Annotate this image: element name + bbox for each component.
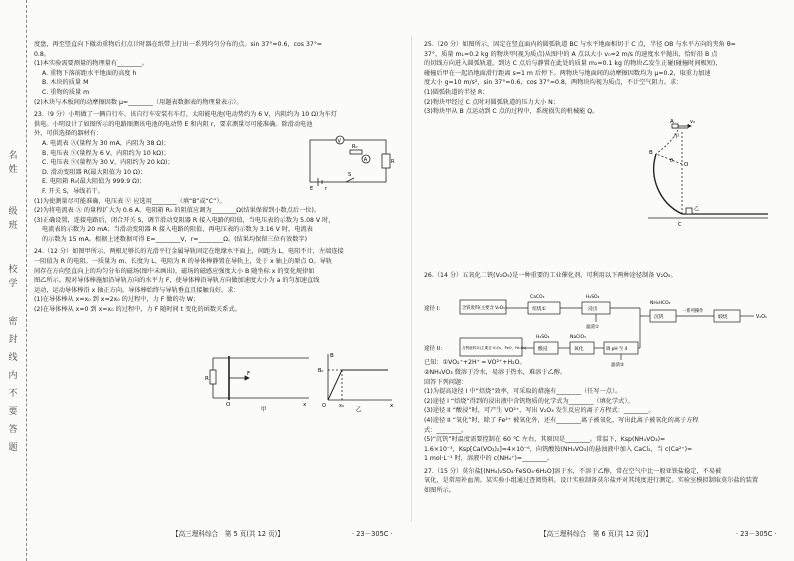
flow-label: 滤渣① [586,325,600,330]
figure-label: B [649,150,653,156]
flow-label: 含钒废料(主要含 V₂O₅) [462,306,507,311]
resistor-box-symbol [350,150,362,154]
figure-label: O [684,162,689,168]
text-line: (2)在导体棒从 x=0 到 x=x₀ 的过程中，力 F 随时间 t 变化的函数关系式。 [34,306,241,314]
axis-label: x₀ [339,403,344,409]
text-line: 25.（20 分）如图所示，固定在竖直面内的圆弧轨道 BC 与水平地面相切于 C 点，半径 OB 与水平方向的夹角 θ= [424,41,736,48]
text-line: 图乙所示。现对导体棒施加沿导轨方向的水平力 F，使导体棒沿导轨方向做加速度大小为 a 的匀加速直线 [34,277,320,285]
figure-label: O [226,402,231,408]
figure-label: R [205,376,209,382]
flow-label: H₂SO₄ [586,295,600,300]
binding-label: 校 [8,265,18,275]
flow-label: NaClO₃ [570,335,586,340]
text-line: 一阻值为 R 的电阻。一质量为 m、长度为 L、电阻为 R 的导体棒静置在导轨上，处于 x 轴上的原点 O。导轨 [34,258,332,266]
circuit-label: E [310,186,314,192]
option-line: E. 电阻箱 R₀(最大阻值为 999.9 Ω)； [42,178,146,186]
text-line: (1)为提高途径 I 中“焙烧”效率，可采取的措施有________（任写一点）。 [424,388,622,396]
flow-label: CaCO₃ [530,295,545,300]
flow-label: V₂O₅ [756,315,767,320]
circuit-label: r [325,186,328,192]
question-25 [424,40,784,117]
text-line: (1)在导体棒从 x=x₀ 到 x=2x₀ 的过程中，力 F 做的功 W； [34,296,200,304]
text-line: (2)木块与木板间的动摩擦因数 μ=________（用题表数据表的物理量表示）。 [34,98,243,106]
text-line: (2)为将电流表 Ⓐ 的量程扩大为 0.6 A，电阻箱 R₀ 的阻值应调为________Ω(结果保留到小数点后一位)。 [34,207,321,215]
flow-label: 滤渣② [611,363,625,368]
flow-label: 含钒废料②(主要含 V₂O₃、FeO、Fe₂O₃) [462,346,527,350]
question-24 [34,247,398,314]
text-line: 24.（12 分）如图甲所示，两根足够长的光滑平行金属导轨固定在绝缘水平面上，间距为 L，电阻不计，左端连接 [34,248,344,256]
option-line: B. 木块的质量 M [42,79,89,87]
flow-label: 一系列操作 [682,309,704,314]
binding-label: 级 [8,207,18,217]
left-footer-title: 【高三理科综合 第 5 页(共 12 页)】 [172,530,284,538]
flow-label: 沉钒 [654,315,664,320]
circuit-label: A [363,157,368,164]
q24-figure-b [318,350,398,412]
text-line: (3)物块甲从 B 点运动到 C 点的过程中，系统损失的机械能 Q。 [424,108,599,116]
binding-label: 姓 [8,165,18,175]
option-line: C. 电压表 Ⓥ(量程为 30 V，内阻约为 20 kΩ)； [42,159,174,167]
text-line: (3)途径 II “酸浸”时，可产生 VO²⁺，写出 V₂O₃ 发生反应的离子方程式：________。 [424,407,655,415]
option-line: C. 重物的质量 m [42,88,90,96]
flow-label: 焙烧① [532,307,546,312]
figure-label: C [678,222,682,228]
figure-caption: 甲 [261,407,267,412]
flow-route-label: 途径 I： [424,306,444,312]
text-line: 式：________。 [424,426,468,434]
binding-notice: 封 [8,335,18,345]
option-line: A. 电流表 Ⓐ(量程为 30 mA，内阻为 38 Ω)； [42,139,170,147]
flow-label: 浸出 [588,307,598,312]
text-line: ②NH₄VO₃ 微溶于冷水，易溶于热水，难溶于乙醇。 [424,368,567,376]
binding-notice: 题 [8,443,18,453]
flow-label: 酸浸 [538,347,548,352]
flow-label: H₂SO₄ [536,335,550,340]
figure-label: 甲 [674,134,680,140]
text-line: 1 mol·L⁻¹ 时，溶液中的 c(NH₄⁺)=________。 [424,455,554,463]
text-line: (1)圆弧轨道的半径 R； [424,88,489,96]
text-line: 已知：①VO₂⁺+2H⁺ ═ VO²⁺+H₂O。 [424,359,526,367]
figure-label: θ [670,158,674,164]
figure-caption: 乙 [356,407,362,412]
q25-track-figure [628,118,776,230]
text-line: (1)本实验需要测量的物理量有________。 [34,60,148,68]
option-line: A. 重物下落前距水平地面的高度 h [42,69,137,77]
right-footer-title: 【高三理科综合 第 6 页(共 12 页)】 [540,530,652,538]
option-line: B. 电压表 Ⓥ(量程为 6 V，内阻约为 10 kΩ)； [42,149,170,157]
text-line: 的示数为 15 mA。根据上述数据可得 E=________V，r=________Ω。(结果均保留三位有效数字) [42,235,308,243]
text-line: 度盘，再至竖直向下撤动重物后打点计时器在纸带上打出一系列均匀分布的点。sin 37°=0.6，cos 37°= [34,41,323,48]
text-line: 1.6×10⁻³，Ksp[Ca(VO₃)₂]=4×10⁻⁶，向钒酸铵(NH₄VO₃)的悬浊液中加入 CaCl₂，当 c(Ca²⁺)= [424,445,693,453]
binding-notice: 不 [8,389,18,399]
text-line: 电流表的示数为 20 mA；当滑动变阻器 R 接入电路的阻值，再电压表的示数为 3.16 V 时，电流表 [42,226,313,234]
binding-notice: 要 [8,407,18,417]
text-line: 运动，运动导体棒沿 x 轴正方向。导体棒始终与导轨垂直且接触良好。求： [34,286,240,294]
axis-label: O [322,403,326,409]
switch-symbol [346,178,354,182]
rheostat-symbol [382,154,390,168]
circuit-label: R [391,159,395,165]
text-line: 23.（9 分）小明做了一辆自行车，该自行车安装有车灯，太阳能电池(电动势约为 6 V，内阻约为 10 Ω)为车灯 [34,111,337,119]
q26-process-flowchart [424,290,784,368]
figure-label: F [247,371,251,377]
circuit-label: V [337,138,341,145]
binding-label: 学 [8,279,18,289]
right-page [424,40,784,496]
q23-circuit-diagram [300,132,396,192]
binding-label: 名 [8,151,18,161]
axis-label: x [390,403,394,409]
figure-label: 乙 [694,206,700,212]
text-line: (1)为使测量尽可能准确，电压表 Ⓥ 应选用________（填“B”或“C”）。 [34,197,226,205]
text-line: 供电。小明设计了如图所示的电路图测该电池的电动势 E 和内阻 r，要求测量尽可能准确。除滑动电池 [34,120,313,128]
page-divider [411,36,412,522]
option-line: D. 滑动变阻器 R(最大阻值为 10 Ω)； [42,168,147,176]
circuit-label: S [348,172,352,178]
text-line: (4)途径 II “氧化”时，除了 Fe²⁺ 被氧化外，还有________离子被氧化，写出此离子被氧化的离子方程 [424,416,699,424]
text-line: 的切线方向进入圆弧轨道，到达 C 点后与静置在此处的质量 m₂=0.1 kg 的物块乙发生正碰(碰撞时间极短)， [424,60,722,68]
text-line: 27.（15 分）莫尔盐[(NH₄)₂SO₄·FeSO₄·6H₂O]溶于水，不溶于乙醇，常在空气中比一般亚铁盐稳定，不易被 [424,467,722,475]
flow-label: NH₄HCO₃ [650,301,671,306]
text-line: 度大小 g=10 m/s²，sin 37°=0.6，cos 37°=0.8，两物块均视为质点，不计空气阻力。求： [424,79,683,87]
option-line: F. 开关 S，导线若干。 [42,187,104,195]
binding-notice: 答 [8,425,18,435]
binding-notice: 内 [8,371,18,381]
text-line: 外，可供选择的器材有： [34,130,103,138]
question-27 [424,467,784,496]
text-line: 氧化，是常用补血剂。某实验小组通过查阅资料，设计实验制备莫尔盐并对其纯度进行测定。实验室模拟制取莫尔盐的装置 [424,477,759,485]
circuit-label: R₀ [352,144,358,150]
text-line: (3)正确设置，连接电路后，闭合开关 S，调节滑动变阻器 R 接入电路的阻值，当电压表的示数为 5.08 V 时， [34,216,335,224]
text-line: (5)“沉钒”时温度需要控制在 60 ℃ 左右，其原因是________。常温下，Ksp(NH₄VO₃)= [424,436,666,444]
text-line: (2)途径 I “焙烧”得到的浸出液中含钒物质的化学式为________（填化学式）。 [424,397,634,405]
binding-margin [0,0,27,561]
binding-notice: 线 [8,353,18,363]
q24-figure-a [205,350,315,412]
flow-label: 煅烧 [718,315,728,320]
text-line: 回答下列问题： [424,378,468,386]
binding-notice: 密 [8,317,18,327]
figure-label: A [670,119,674,125]
binding-label: 班 [8,221,18,231]
axis-label: B₀ [318,368,324,374]
text-line: 间存在方向竖直向上的均匀分布的磁场(图中未画出)，磁场的磁感应强度大小 B 随坐标 x 的变化规律如 [34,267,315,275]
text-line: 0.8。 [34,50,51,58]
flow-label: 调 pH 至 4 [606,347,628,352]
text-line: 26.（14 分）五氧化二钒(V₂O₅)是一种重要的工业催化剂，可利用以下两种途径制备 V₂O₅。 [424,271,677,279]
figure-label: x [303,402,307,408]
right-footer-code: · 23－305C · [736,530,777,538]
flow-label: 氧化 [574,347,584,352]
left-footer-code: · 23－305C · [352,530,393,538]
text-line: (2)物块甲经过 C 点时对圆弧轨道的压力大小 N； [424,98,559,106]
axis-label: B [330,353,334,359]
flow-route-label: 途径 II： [424,346,446,352]
question-22-tail [34,40,398,107]
text-line: 碰撞后甲在一起沿地面滑行距离 s=1 m 后停下。两物块与地面间的动摩擦因数均为 μ=0.2，取重力加速 [424,69,711,77]
text-line: 如图所示。 [424,487,455,495]
text-line: 37°，质量 m₁=0.2 kg 的物块甲(视为质点)从图中的 A 点以大小 v₀=2 m/s 的速度水平抛出，恰好沿 B 点 [424,50,718,58]
figure-label: v₀ [690,119,695,125]
